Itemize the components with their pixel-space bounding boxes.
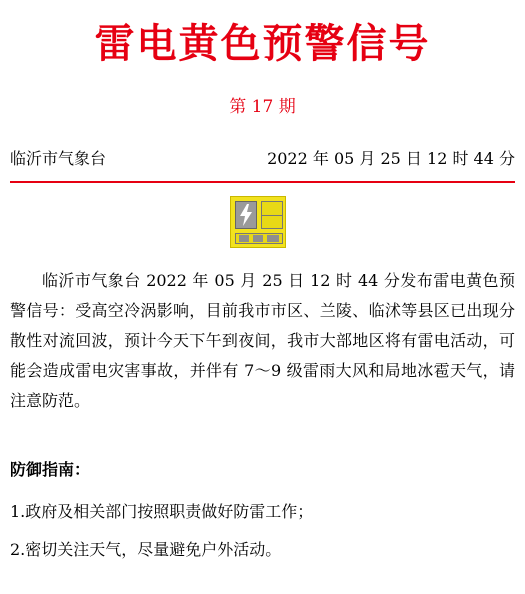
document-title: 雷电黄色预警信号 — [94, 21, 431, 67]
guide-item: 1.政府及相关部门按照职责做好防雷工作； — [10, 502, 314, 521]
warning-glyph-box — [261, 201, 283, 229]
issue-datetime: 2022 年 05 月 25 日 12 时 44 分 — [267, 149, 515, 168]
header-divider — [10, 181, 515, 183]
lightning-bolt-icon — [235, 201, 257, 229]
warning-body-text: 临沂市气象台 2022 年 05 月 25 日 12 时 44 分发布雷电黄色预警信号：受高空冷涡影响，目前我市市区、兰陵、临沭等县区已出现分散性对流回波，预计今天下午到夜间，我市大部地区将有雷电活动，可能会造成雷电灾害事故，并伴有 7～9 级雷雨大风和局地冰雹天气，请注意防范。 — [10, 271, 515, 410]
defense-guide-heading: 防御指南： — [10, 460, 91, 479]
lightning-yellow-warning-icon — [230, 196, 286, 248]
issuer-name: 临沂市气象台 — [10, 149, 107, 168]
guide-item: 2.密切关注天气，尽量避免户外活动。 — [10, 540, 282, 559]
issue-number: 第 17 期 — [229, 97, 296, 117]
warning-label-strip — [235, 233, 283, 244]
